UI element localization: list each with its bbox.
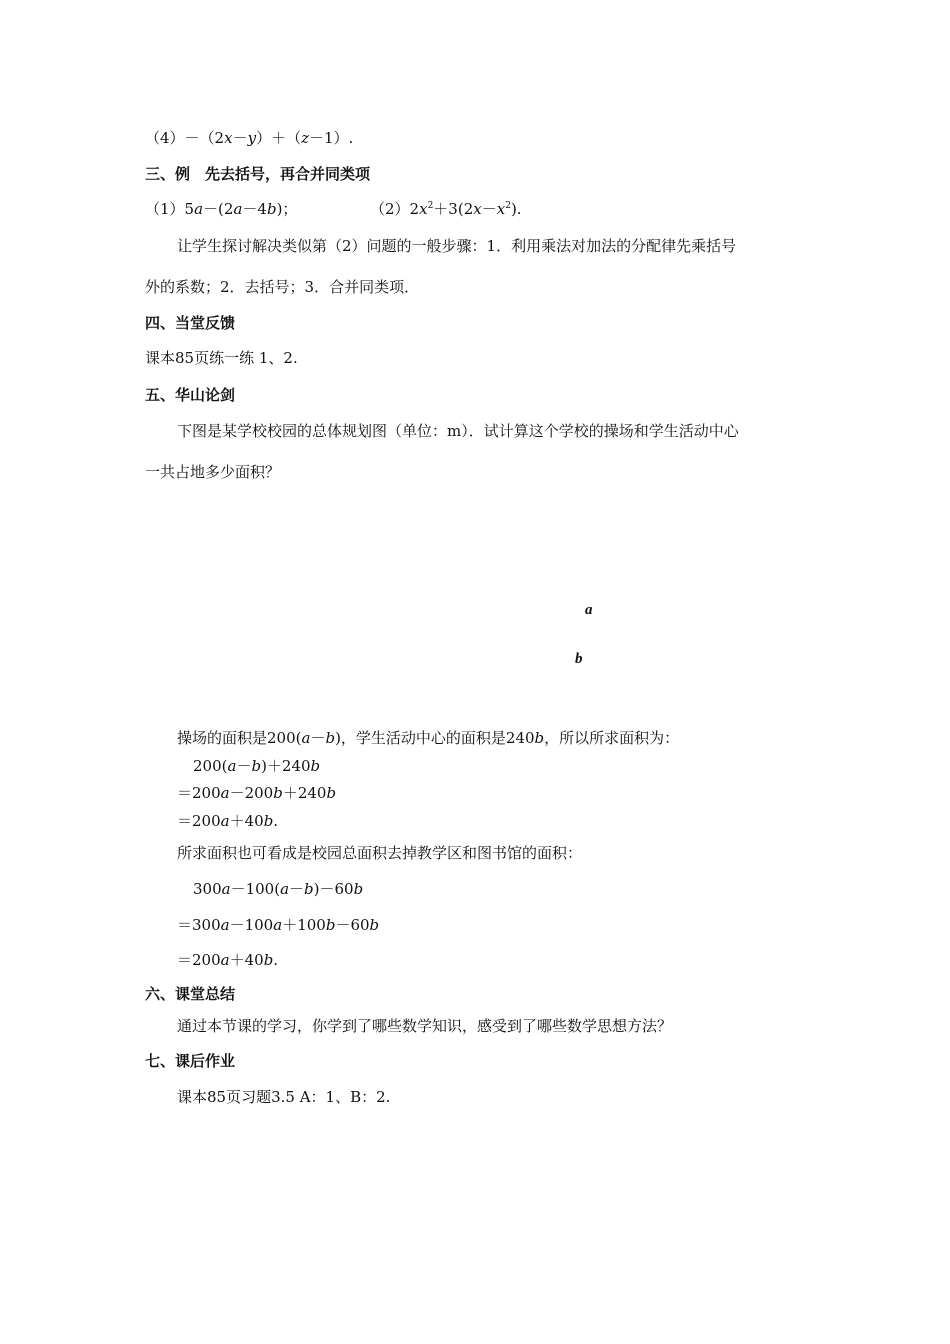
figure-label-a: a [585,602,593,618]
solution-line-5: 所求面积也可看成是校园总面积去掉教学区和图书馆的面积： [177,844,583,862]
steps-text-2: 外的系数；2．去括号；3．合并同类项． [145,278,420,296]
section-5-title: 五、华山论剑 [145,386,236,404]
section-3-title: 三、例 先去括号，再合并同类项 [145,165,371,183]
figure-label-b: b [575,651,583,667]
solution-line-1: 操场的面积是200(a－b)，学生活动中心的面积是240b，所以所求面积为： [177,729,680,747]
section-4-title: 四、当堂反馈 [145,314,236,332]
section-4-text: 课本85页练一练 1、2. [145,349,298,367]
section-5-text-1: 下图是某学校校园的总体规划图（单位：m）．试计算这个学校的操场和学生活动中心 [177,422,739,440]
section-6-text: 通过本节课的学习，你学到了哪些数学知识，感受到了哪些数学思想方法？ [177,1017,673,1035]
solution-line-2: 200(a－b)＋240b [193,757,321,775]
problem-4: （4）－（2x－y）＋（z－1）. [145,129,354,147]
example-2: $(2)2x^2+3(2x-x^2)$. [370,200,522,218]
example-1: （1）5a－(2a－4b)； [145,200,298,218]
solution-line-6: 300a－100(a－b)－60b [193,880,364,898]
solution-line-4: ＝200a＋40b. [177,812,279,830]
solution-line-3: ＝200a－200b＋240b [177,784,337,802]
section-6-title: 六、课堂总结 [145,985,236,1003]
steps-text-1: 让学生探讨解决类似第（2）问题的一般步骤：1．利用乘法对加法的分配律先乘括号 [177,237,737,255]
section-7-title: 七、课后作业 [145,1052,236,1070]
solution-line-8: ＝200a＋40b. [177,951,279,969]
section-7-text: 课本85页习题3.5 A：1、B：2. [177,1088,391,1106]
solution-line-7: ＝300a－100a＋100b－60b [177,916,380,934]
section-5-text-2: 一共占地多少面积？ [145,463,281,481]
